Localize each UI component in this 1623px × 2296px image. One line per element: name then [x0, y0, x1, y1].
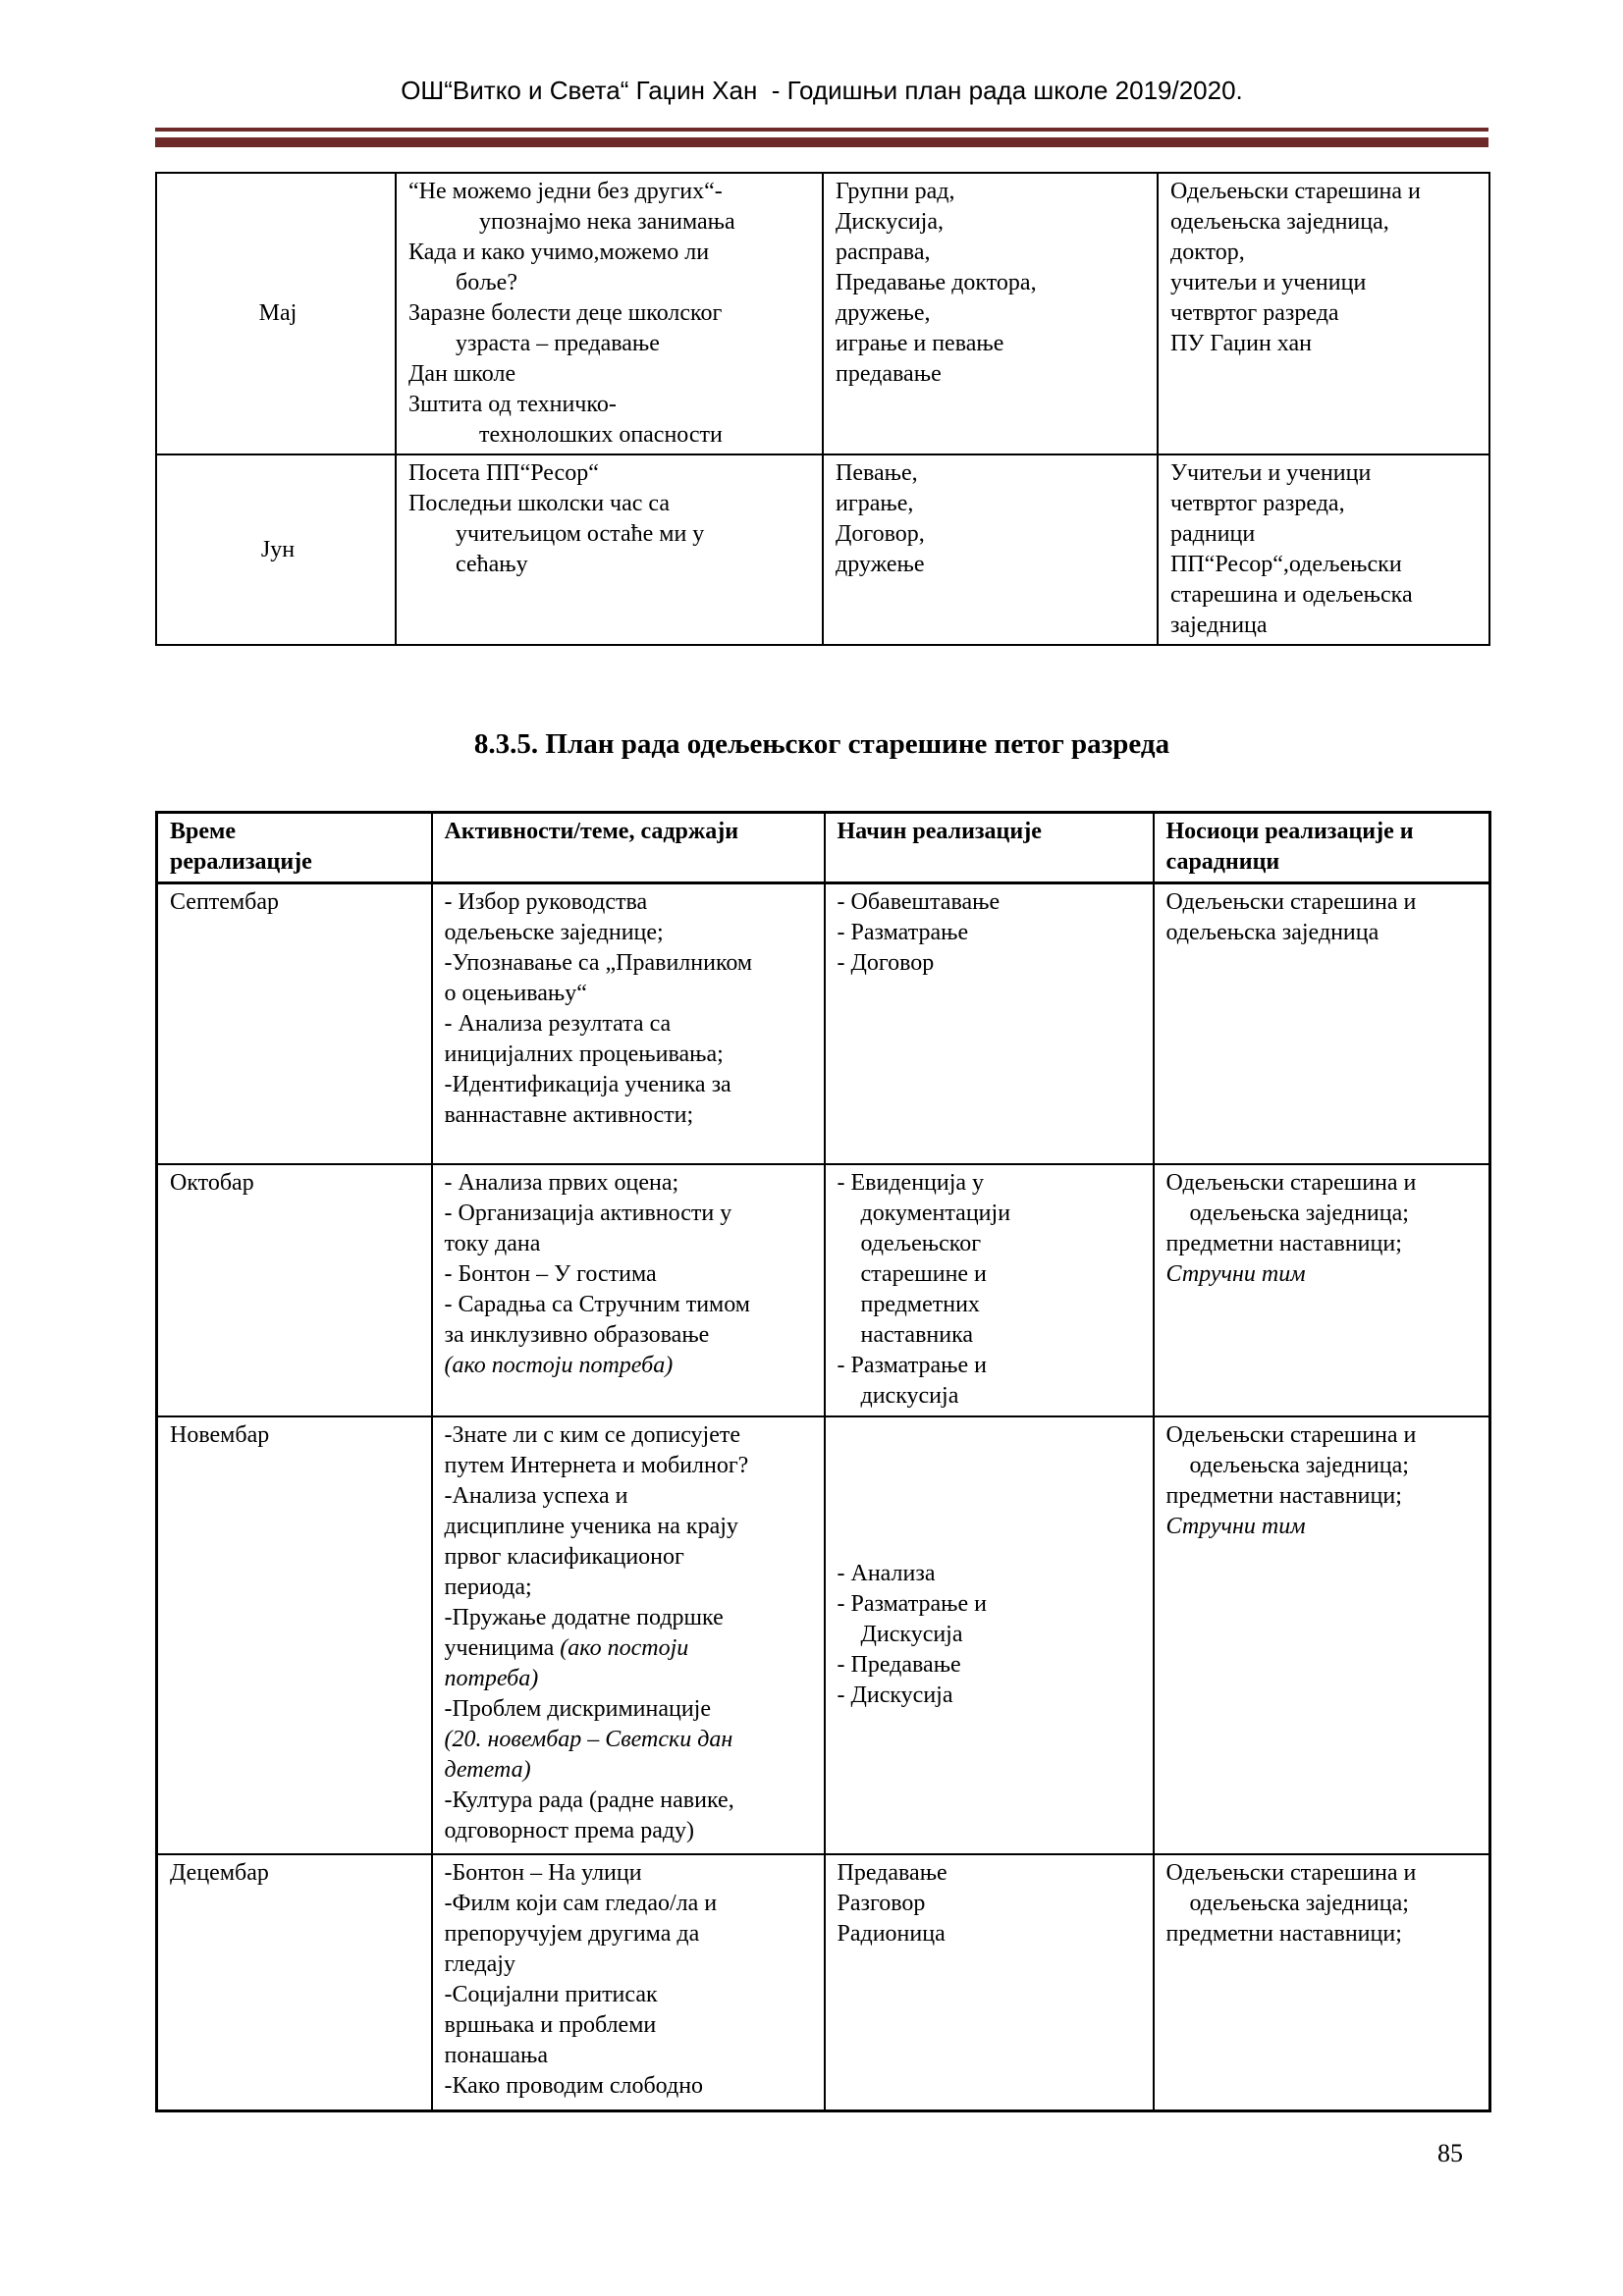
carriers-cell: Одељењски старешина и одељењска заједница	[1154, 883, 1490, 1164]
col-header-time: Време рерализације	[157, 813, 432, 883]
table-row-december	[157, 1854, 1490, 2111]
time-cell: Новембар	[157, 1416, 432, 1854]
realization-cell: Предавање Разговор Радионица	[825, 1854, 1154, 2111]
table-row-september	[157, 883, 1490, 1164]
carriers-cell: Одељењски старешина и одељењска заједница, доктор, учитељи и ученици четвртог разреда ПУ Гаџин хан	[1158, 173, 1489, 454]
fifth-grade-plan-table	[155, 811, 1491, 2112]
realization-cell: Певање, играње, Договор, дружење	[823, 454, 1158, 645]
carriers-cell: Одељењски старешина и одељењска заједница; предметни наставници;	[1154, 1854, 1490, 2111]
time-cell: Мај	[156, 173, 396, 454]
activities-cell: “Не можемо једни без других“- упознајмо нека занимања Када и како учимо,можемо ли боље? Заразне болести деце школског узраста – предавање Дан школе Зштита од техничко- технолошких опасности	[396, 173, 823, 454]
time-cell: Јун	[156, 454, 396, 645]
fourth-grade-plan-continuation-table	[155, 172, 1490, 646]
carriers-cell: Учитељи и ученици четвртог разреда, радници ПП“Ресор“,одељењски старешина и одељењска заједница	[1158, 454, 1489, 645]
page-number: 85	[1437, 2139, 1463, 2167]
carriers-cell: Одељењски старешина и одељењска заједница; предметни наставници; Стручни тим	[1154, 1164, 1490, 1416]
activities-cell: -Бонтон – На улици -Филм који сам гледао/ла и препоручујем другима да гледају -Социјални притисак вршњака и проблеми понашања -Како проводим слободно	[432, 1854, 825, 2111]
activities-cell: - Анализа првих оцена; - Организација активности у току дана - Бонтон – У гостима - Сарадња са Стручним тимом за инклузивно образовање (ако постоји потреба)	[432, 1164, 825, 1416]
realization-cell: - Евиденција у документацији одељењског старешине и предметних наставника - Разматрање и дискусија	[825, 1164, 1154, 1416]
header-divider-thick-line	[155, 137, 1488, 147]
time-cell: Октобар	[157, 1164, 432, 1416]
activities-cell: -Знате ли с ким се дописујете путем Интернета и мобилног? -Анализа успеха и дисциплине ученика на крају првог класификационог периода; -Пружање додатне подршке ученицима (ако постоји потреба) -Проблем дискриминације (20. новембар – Светски дан детета) -Култура рада (радне навике, одговорност према раду)	[432, 1416, 825, 1854]
col-header-activities: Активности/теме, садржаји	[432, 813, 825, 883]
table-row-june	[156, 454, 1489, 645]
activities-cell: Посета ПП“Ресор“ Последњи школски час са учитељицом остаће ми у сећању	[396, 454, 823, 645]
col-header-carriers: Носиоци реализације и сарадници	[1154, 813, 1490, 883]
activities-cell: - Избор руководства одељењске заједнице; -Упознавање са „Правилником о оцењивању“ - Анализа резултата са иницијалних процењивања; -Идентификација ученика за ваннаставне активности;	[432, 883, 825, 1164]
time-cell: Септембар	[157, 883, 432, 1164]
realization-cell: - Анализа - Разматрање и Дискусија - Предавање - Дискусија	[825, 1416, 1154, 1854]
time-cell: Децембар	[157, 1854, 432, 2111]
col-header-realization: Начин реализације	[825, 813, 1154, 883]
page-header-title: ОШ“Витко и Света“ Гаџин Хан - Годишњи план рада школе 2019/2020.	[401, 76, 1243, 105]
table-row-october	[157, 1164, 1490, 1416]
table-header-row	[157, 813, 1490, 883]
header-divider	[155, 128, 1488, 147]
realization-cell: Групни рад, Дискусија, расправа, Предавање доктора, дружење, играње и певање предавање	[823, 173, 1158, 454]
section-heading: 8.3.5. План рада одељењског старешине петог разреда	[473, 728, 1170, 760]
carriers-cell: Одељењски старешина и одељењска заједница; предметни наставници; Стручни тим	[1154, 1416, 1490, 1854]
document-page	[155, 0, 1488, 2169]
table-row-may	[156, 173, 1489, 454]
table-row-november	[157, 1416, 1490, 1854]
realization-cell: - Обавештавање - Разматрање - Договор	[825, 883, 1154, 1164]
